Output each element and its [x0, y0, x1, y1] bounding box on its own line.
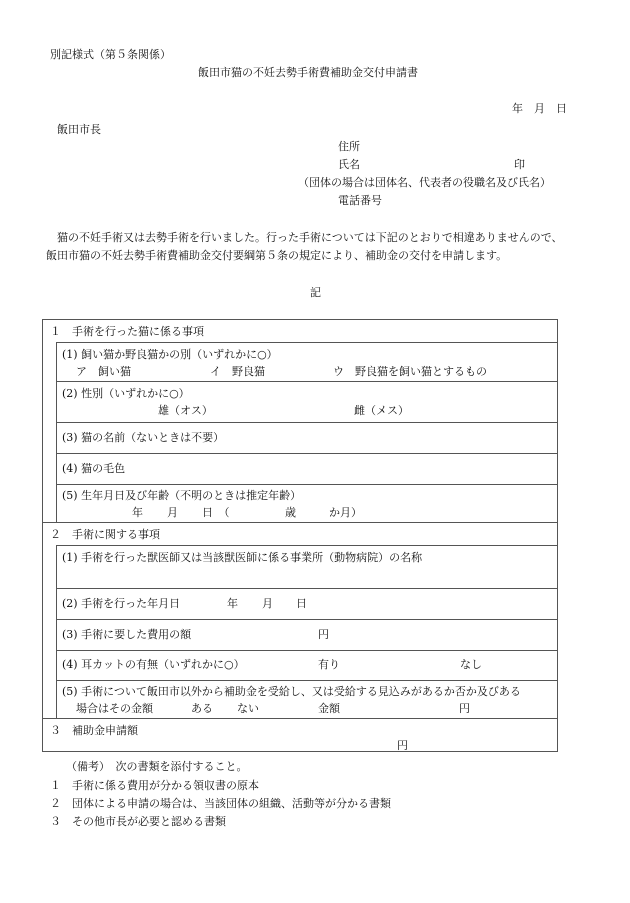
address-label: 住所 — [338, 140, 360, 153]
body-text-line-2: 飯田市猫の不妊去勢手術費補助金交付要綱第５条の規定により、補助金の交付を申請します。 — [46, 249, 508, 262]
s1-q5-age[interactable]: 歳 — [285, 506, 296, 519]
s2-row-line-3 — [56, 650, 558, 651]
group-note: （団体の場合は団体名、代表者の役職名及び氏名） — [298, 176, 551, 189]
s1-q1-option-a[interactable]: ア 飼い猫 — [76, 365, 131, 378]
s2-q1-label: (1) 手術を行った獣医師又は当該獣医師に係る事業所（動物病院）の名称 — [62, 551, 423, 564]
section-divider-2 — [42, 718, 558, 719]
date-line[interactable]: 年 月 日 — [512, 102, 567, 115]
s1-q2-label: (2) 性別（いずれかに○） — [62, 387, 190, 400]
s2-q4-label: (4) 耳カットの有無（いずれかに○） — [62, 658, 245, 671]
s1-q5-month[interactable]: 月 — [167, 506, 178, 519]
s2-q5-line-2: 場合はその金額 — [76, 702, 153, 715]
form-reference: 別記様式（第５条関係） — [50, 48, 171, 61]
s1-q1-option-i[interactable]: イ 野良猫 — [210, 365, 265, 378]
s1-q2-female[interactable]: 雌（メス） — [354, 404, 409, 417]
section1-inner-border — [56, 342, 57, 522]
s1-row-line-2 — [56, 422, 558, 423]
s1-row-line-1 — [56, 381, 558, 382]
s2-row-line-1 — [56, 588, 558, 589]
s2-q2-month[interactable]: 月 — [262, 597, 273, 610]
section2-heading: ２ 手術に関する事項 — [50, 528, 160, 541]
addressee: 飯田市長 — [57, 123, 101, 136]
section3-unit[interactable]: 円 — [397, 739, 408, 752]
section-divider-1 — [42, 522, 558, 523]
section2-inner-border — [56, 545, 57, 718]
remarks-lead: （備考） 次の書類を添付すること。 — [66, 760, 248, 773]
s1-q5-day[interactable]: 日 （ — [202, 506, 230, 519]
s2-q4-no[interactable]: なし — [460, 658, 482, 671]
s2-q5-unit[interactable]: 円 — [459, 702, 470, 715]
ki-marker: 記 — [310, 286, 321, 299]
s1-q5-year[interactable]: 年 — [132, 506, 143, 519]
remarks-item-1: １ 手術に係る費用が分かる領収書の原本 — [50, 779, 259, 792]
s1-q1-option-u[interactable]: ウ 野良猫を飼い猫とするもの — [333, 365, 487, 378]
s1-q5-months[interactable]: か月） — [329, 506, 362, 519]
s2-q3-label: (3) 手術に要した費用の額 — [62, 628, 192, 641]
phone-label: 電話番号 — [338, 194, 382, 207]
s2-q2-year[interactable]: 年 — [227, 597, 238, 610]
s2-row-line-2 — [56, 619, 558, 620]
s1-row-line-4 — [56, 484, 558, 485]
s2-q5-aru[interactable]: ある — [191, 702, 213, 715]
s2-row-line-4 — [56, 680, 558, 681]
s1-row-line-top — [56, 342, 558, 343]
name-label: 氏名 — [338, 158, 360, 171]
s2-q4-yes[interactable]: 有り — [318, 658, 340, 671]
s2-q2-day[interactable]: 日 — [296, 597, 307, 610]
s1-q1-label: (1) 飼い猫か野良猫かの別（いずれかに○） — [62, 348, 278, 361]
seal-mark: 印 — [514, 158, 525, 171]
s1-q5-label: (5) 生年月日及び年齢（不明のときは推定年齢） — [62, 489, 302, 502]
s1-q4-label: (4) 猫の毛色 — [62, 462, 126, 475]
section1-heading: １ 手術を行った猫に係る事項 — [50, 325, 204, 338]
remarks-item-2: ２ 団体による申請の場合は、当該団体の組織、活動等が分かる書類 — [50, 797, 391, 810]
form-title: 飯田市猫の不妊去勢手術費補助金交付申請書 — [198, 66, 418, 79]
s1-q3-label: (3) 猫の名前（ないときは不要） — [62, 431, 225, 444]
s2-q5-nai[interactable]: ない — [237, 702, 259, 715]
s2-q2-label: (2) 手術を行った年月日 — [62, 597, 181, 610]
body-text-line-1: 猫の不妊手術又は去勢手術を行いました。行った手術については下記のとおりで相違ありませんので、 — [57, 231, 563, 244]
s2-row-line-top — [56, 545, 558, 546]
s1-q2-male[interactable]: 雄（オス） — [158, 404, 213, 417]
section3-heading: ３ 補助金申請額 — [50, 724, 138, 737]
remarks-item-3: ３ その他市長が必要と認める書類 — [50, 815, 226, 828]
s2-q3-unit[interactable]: 円 — [318, 628, 329, 641]
s2-q5-amount-label: 金額 — [318, 702, 340, 715]
s1-row-line-3 — [56, 453, 558, 454]
s2-q5-line-1: (5) 手術について飯田市以外から補助金を受給し、又は受給する見込みがあるか否か及びある — [62, 685, 521, 698]
